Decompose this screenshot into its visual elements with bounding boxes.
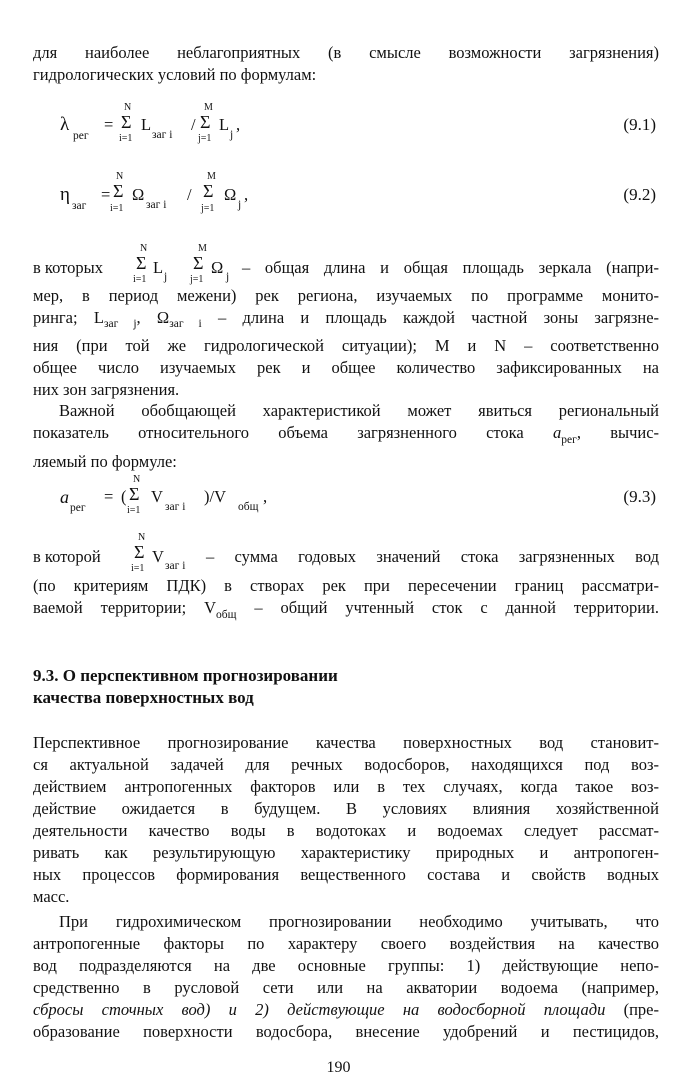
explain1-paragraph [33,285,659,401]
eq2-sum2-sigma: Σ [203,181,214,201]
eq3-a: a [60,487,69,507]
para4-line5-tail: (пре- [623,1000,659,1019]
eq2-number: (9.2) [623,185,656,204]
eq2-eta: η [60,184,70,205]
para2-line-2 [33,422,659,451]
explain1-sum2-lower: j=1 [190,274,204,285]
explain2-rest: – сумма годовых значений стока загрязненных вод [206,547,659,566]
para4-line5-italic: сбросы сточных вод) и 2) действующие на водосборной площади [33,1000,606,1019]
eq1-term1-sub: заг i [152,129,173,141]
para2-line2-a: показатель относительного объема загрязненного стока [33,423,524,442]
explain1-l-sub: j [164,271,168,283]
para2-line2-symbol: a [553,423,562,442]
eq3-v: V [151,487,163,506]
para3-line-1: Перспективное прогнозирование качества поверхностных вод становит- [33,733,659,752]
explain2-sum-lower: i=1 [131,563,145,574]
explain2-line3-v: V [204,598,217,617]
eq1-sum2-lower: j=1 [198,133,212,144]
equation-9-1 [0,100,677,144]
paragraph-hydrochemical [33,911,659,1043]
eq2-term1: Ω [132,185,145,204]
explain1-sum2-sigma: Σ [193,253,204,273]
explain2-line3-a: ваемой территории; [33,598,187,617]
para3-line-5: деятельности качество воды в водотоках и водоемах следует рассмат- [33,821,659,840]
eq1-term1: L [141,115,152,134]
intro-line-1: для наиболее неблагоприятных (в смысле возможности загрязнения) [33,43,659,62]
explain1-prefix: в которых [33,258,103,277]
explain1-sum1-upper: N [140,243,148,254]
intro-line-2: гидрологических условий по формулам: [33,65,317,84]
para3-line-4: действие ожидается в будущем. В условиях влияния хозяйственной [33,799,659,818]
eq3-lparen: ( [121,487,127,506]
eq1-sum1-sigma: Σ [121,112,132,132]
eq2-sum2-lower: j=1 [201,203,215,214]
paragraph-forecasting [33,732,659,908]
eq2-term2: Ω [224,185,237,204]
explain1-line3-a: ринга; [33,308,78,327]
eq1-sum1-upper: N [124,102,132,113]
eq1-term2: L [219,115,230,134]
eq3-number: (9.3) [623,487,656,506]
para2-line2-sub: рег [561,434,577,446]
eq1-sum2-sigma: Σ [200,112,211,132]
explain1-sum1-lower: i=1 [133,274,147,285]
explain1-sum2-upper: M [198,243,207,254]
eq2-term1-sub: заг i [146,199,167,211]
eq1-comma: , [236,115,241,134]
para2-line-1: Важной обобщающей характеристикой может явиться региональный [59,401,659,420]
equation-9-3 [0,472,677,516]
eq2-equals: = [101,185,111,204]
para4-line-6: образование поверхности водосбора, внесение удобрений и пестицидов, [33,1022,659,1041]
explain2-sum-sigma: Σ [134,542,145,562]
eq1-sum2-upper: M [204,102,213,113]
explain2-prefix: в которой [33,547,101,566]
eq3-rest-sub: общ [238,501,259,513]
explain1-line3-b: – длина и площадь каждой частной зоны загрязне- [218,308,660,327]
intro-paragraph [33,42,659,86]
eq3-equals: = [104,487,114,506]
explain1-sum1-sigma: Σ [136,253,147,273]
para4-line-2: антропогенные факторы по характеру своего воздействия на качество [33,934,659,953]
explain2-v: V [152,547,164,566]
eq1-number: (9.1) [623,115,656,134]
eq3-comma: , [263,487,268,506]
explain1-line-5: общее число изучаемых рек и общее количество зафиксированных на [33,358,659,377]
explain1-line-6: них зон загрязнения. [33,380,180,399]
para3-line-3: действием антропогенных факторов или в тех случаях, когда такое воз- [33,777,659,796]
eq2-slash: / [187,185,192,204]
explain1-line-2: мер, в период межени) рек региона, изучаемых по программе монито- [33,286,659,305]
explain2-line-2: (по критериям ПДК) в створах рек при пересечении границ рассматри- [33,576,659,595]
explain1-omega: Ω [211,258,224,277]
explain1-line-3: ринга; $L_{заг j}$, $\Omega_{заг i}$ – длина и площадь каждой частной зоны загрязне- [33,308,660,330]
explain1-omega-sub: j [226,271,230,283]
eq2-sum2-upper: M [207,171,216,182]
eq1-lambda: λ [60,114,70,135]
eq3-sum-lower: i=1 [127,505,141,516]
explain2-paragraph [33,575,659,626]
eq1-equals: = [104,115,114,134]
explain2-sum-upper: N [138,532,146,543]
eq2-term2-sub: j [238,199,242,211]
explain1-line3-o-sub: заг i [169,318,202,330]
para4-line-5 [33,999,659,1021]
page-number: 190 [326,1059,351,1076]
eq3-rest: )/V [204,487,226,506]
eq3-sum-upper: N [133,474,141,485]
explain1-line3-l: L [93,308,104,327]
eq2-sum1-lower: i=1 [110,203,124,214]
eq1-lhs-sub: рег [73,130,89,142]
para2-line2-b: , вычис- [576,423,660,442]
eq3-lhs-sub: рег [70,502,86,514]
explain2-line3-sub: общ [216,609,237,621]
para4-line-1: При гидрохимическом прогнозировании необходимо учитывать, что [59,912,659,931]
explain2-line3-b: – общий учтенный сток с данной территории. [254,598,660,617]
explain1-line3-l-sub: заг j [103,318,137,330]
equation-9-2 [0,168,677,212]
explain1-line-4: ния (при той же гидрологической ситуации); M и N – соответственно [33,336,659,355]
section-heading-line-1: 9.3. О перспективном прогнозировании [33,666,338,685]
explain2-line-3 [33,597,659,626]
para4-line-3: вод подразделяются на две основные группы: 1) действующие непо- [33,956,659,975]
para4-line-4: средственно в русловой сети или на акватории водоема (например, [33,978,659,997]
explain1-l: L [153,258,164,277]
section-heading [33,665,338,709]
eq1-slash: / [191,115,196,134]
para3-line-7: ных процессов формирования вещественного состава и свойств водных [33,865,659,884]
eq1-term2-sub: j [230,129,234,141]
explain2-first-line [0,532,677,576]
explain1-line3-o: Ω [156,308,170,327]
explain2-v-sub: заг i [165,560,186,572]
eq2-sum1-upper: N [116,171,124,182]
eq2-comma: , [244,185,249,204]
para3-line-6: ривать как результирующую характеристику природных и антропоген- [33,843,659,862]
para3-line-8: масс. [33,887,70,906]
eq3-sum-sigma: Σ [129,484,140,504]
para2-line-3: ляемый по формуле: [33,452,177,471]
eq1-sum1-lower: i=1 [119,133,133,144]
explain1-rest: – общая длина и общая площадь зеркала (напри- [242,258,659,277]
para3-line-2: ся актуальной задачей для речных водосборов, находящихся под воз- [33,755,659,774]
eq3-v-sub: заг i [165,501,186,513]
paragraph-regional-indicator [33,400,659,473]
explain1-first-line [0,238,677,285]
eq2-sum1-sigma: Σ [113,181,124,201]
section-heading-line-2: качества поверхностных вод [33,688,254,707]
eq2-lhs-sub: заг [72,200,87,212]
